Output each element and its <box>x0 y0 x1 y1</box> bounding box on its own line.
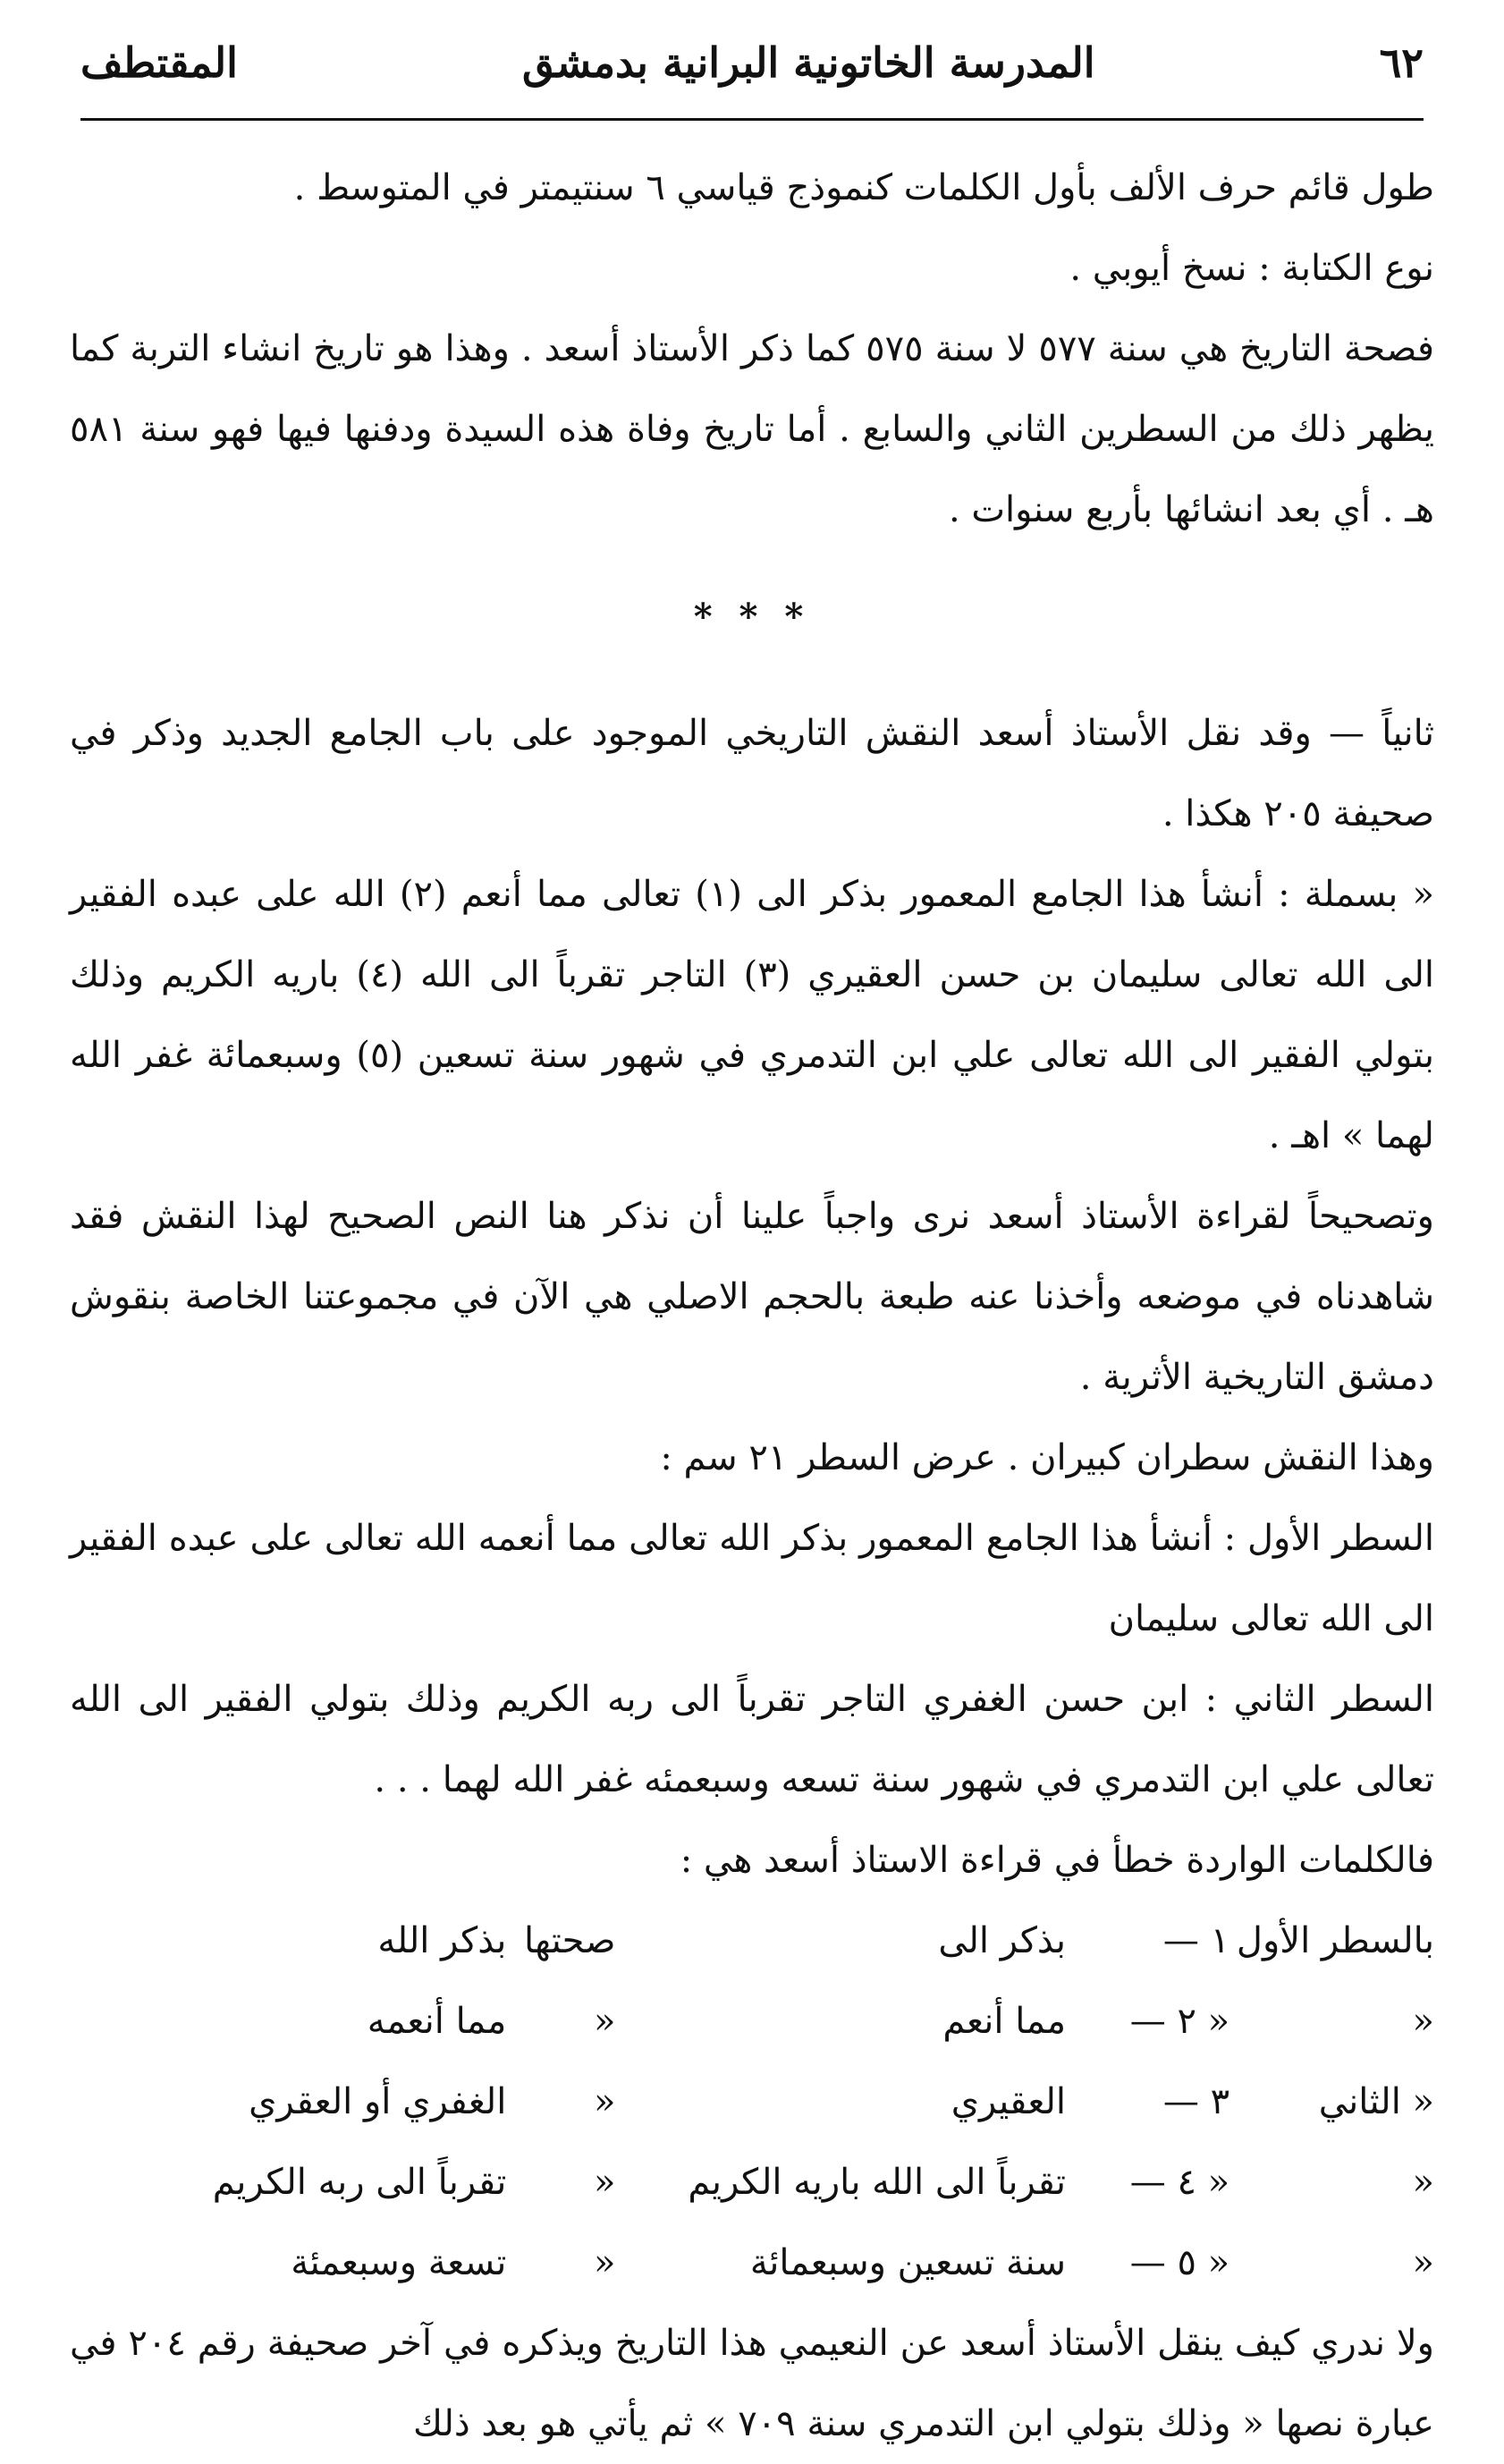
correction-line: « الثاني <box>1318 2081 1434 2122</box>
section-separator: * * * <box>693 596 811 638</box>
correction-mark: « <box>593 2001 616 2042</box>
correction-right: تسعة وسبعمئة <box>291 2242 507 2283</box>
correction-line: « <box>1412 2162 1434 2203</box>
table-row <box>70 1981 1434 2062</box>
correction-line: بالسطر الأول <box>1236 1920 1434 1961</box>
paragraph-letter-height: طول قائم حرف الألف بأول الكلمات كنموذج قياسي ٦ سنتيمتر في المتوسط . <box>293 167 1434 208</box>
table-row <box>70 2062 1434 2142</box>
correction-right: الغفري أو العقري <box>249 2081 507 2122</box>
page-number: ٦٢ <box>1379 38 1424 87</box>
paragraph-second-line: السطر الثاني : ابن حسن الغفري التاجر تقرباً الى ربه الكريم وذلك بتولي الفقير الى الله تعالى علي ابن التدمري في شهور سنة تسعه وسبعمئه غفر الله لهما . . . <box>70 1679 1434 1800</box>
correction-wrong: تقرباً الى الله باريه الكريم <box>688 2162 1066 2203</box>
correction-line: « <box>1412 2242 1434 2283</box>
paragraph-inscription-size: وهذا النقش سطران كبيران . عرض السطر ٢١ سم : <box>660 1437 1434 1478</box>
paragraph-first-line: السطر الأول : أنشأ هذا الجامع المعمور بذكر الله تعالى مما أنعمه الله تعالى على عبده الفقير الى الله تعالى سليمان <box>70 1518 1434 1639</box>
correction-wrong: العقيري <box>951 2081 1066 2122</box>
correction-wrong: سنة تسعين وسبعمائة <box>749 2242 1066 2283</box>
correction-number: ١ — <box>1162 1920 1230 1961</box>
article-body <box>70 148 1434 2464</box>
paragraph-closing: ولا ندري كيف ينقل الأستاذ أسعد عن النعيمي هذا التاريخ ويذكره في آخر صحيفة رقم ٢٠٤ في عبارة نصها « وذلك بتولي ابن التدمري سنة ٧٠٩ » ثم يأتي هو بعد ذلك <box>70 2323 1434 2444</box>
running-title: المدرسة الخاتونية البرانية بدمشق <box>521 38 1095 87</box>
correction-mark: « <box>593 2081 616 2122</box>
correction-number: ٣ — <box>1162 2081 1230 2122</box>
correction-mark: « <box>593 2162 616 2203</box>
correction-wrong: بذكر الى <box>938 1920 1066 1961</box>
correction-wrong: مما أنعم <box>942 2001 1066 2042</box>
table-row <box>70 2142 1434 2223</box>
correction-number: « ٤ — <box>1129 2162 1230 2203</box>
paragraph-errors-intro: فالكلمات الواردة خطأ في قراءة الاستاذ أسعد هي : <box>680 1840 1434 1881</box>
journal-name: المقتطف <box>80 38 238 87</box>
correction-number: « ٥ — <box>1129 2242 1230 2283</box>
correction-number: « ٢ — <box>1129 2001 1230 2042</box>
correction-mark: « <box>593 2242 616 2283</box>
paragraph-quoted-inscription: « بسملة : أنشأ هذا الجامع المعمور بذكر الى (١) تعالى مما أنعم (٢) الله على عبده الفقير الى الله تعالى سليمان بن حسن العقيري (٣) التاجر تقرباً الى الله (٤) باريه الكريم وذلك بتولي الفقير الى الله تعالى علي ابن التدمري في شهور سنة تسعين (٥) وسبعمائة غفر الله لهما » اهـ . <box>70 874 1435 1156</box>
header-divider <box>80 118 1424 121</box>
correction-right: مما أنعمه <box>367 2001 507 2042</box>
paragraph-second-point: ثانياً — وقد نقل الأستاذ أسعد النقش التاريخي الموجود على باب الجامع الجديد وذكر في صحيفة ٢٠٥ هكذا . <box>70 713 1434 834</box>
table-row <box>70 1901 1434 1981</box>
paragraph-correction-intro: وتصحيحاً لقراءة الأستاذ أسعد نرى واجباً علينا أن نذكر هنا النص الصحيح لهذا النقش فقد شاهدناه في موضعه وأخذنا عنه طبعة بالحجم الاصلي هي الآن في مجموعتنا الخاصة بنقوش دمشق التاريخية الأثرية . <box>70 1196 1434 1398</box>
correction-right: بذكر الله <box>377 1920 507 1961</box>
paragraph-script-type: نوع الكتابة : نسخ أيوبي . <box>1069 248 1434 289</box>
table-row <box>70 2223 1434 2303</box>
corrections-table <box>70 1901 1434 2303</box>
correction-mark: صحتها <box>523 1920 616 1961</box>
correction-right: تقرباً الى ربه الكريم <box>212 2162 507 2203</box>
page-header <box>80 27 1424 98</box>
paragraph-date-correction: فصحة التاريخ هي سنة ٥٧٧ لا سنة ٥٧٥ كما ذكر الأستاذ أسعد . وهذا هو تاريخ انشاء التربة كما يظهر ذلك من السطرين الثاني والسابع . أما تاريخ وفاة هذه السيدة ودفنها فيها فهو سنة ٥٨١ هـ . أي بعد انشائها بأربع سنوات . <box>70 328 1434 530</box>
correction-line: « <box>1412 2001 1434 2042</box>
